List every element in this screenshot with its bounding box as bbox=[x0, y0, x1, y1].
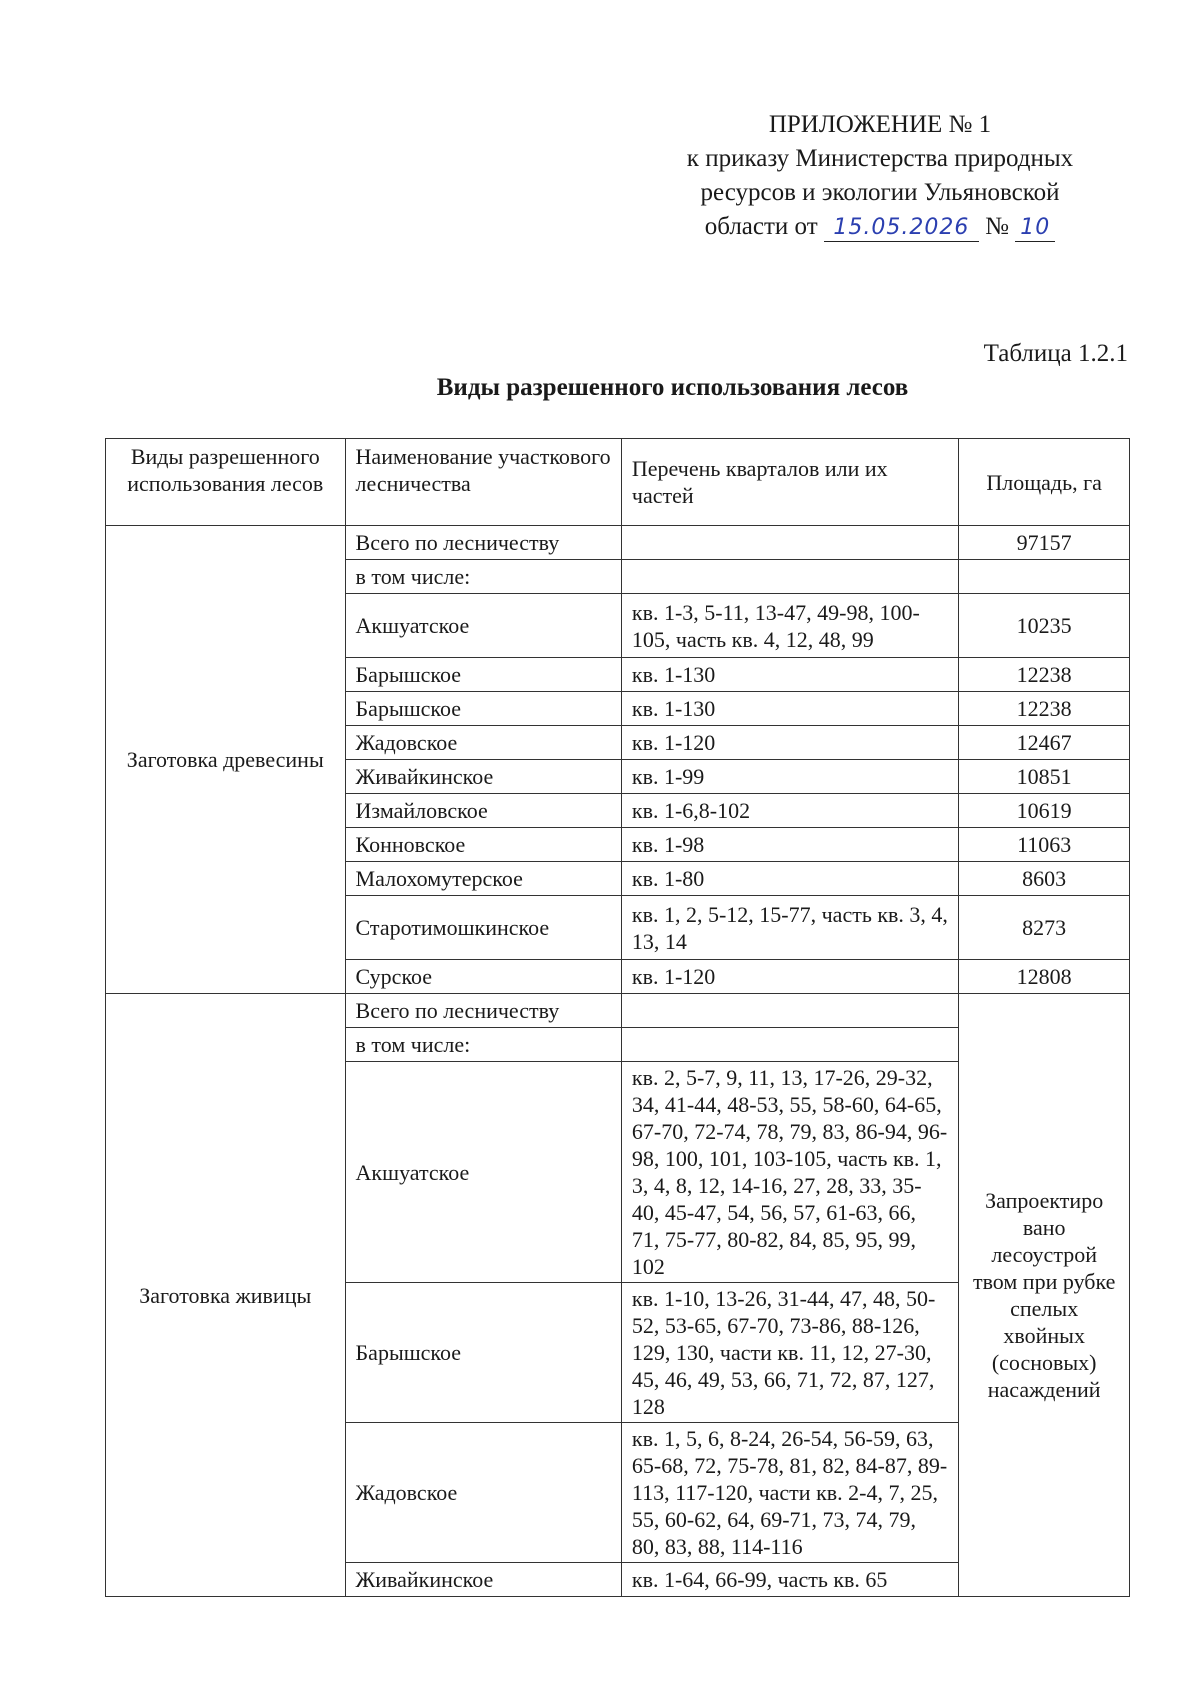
table-header-row bbox=[106, 439, 1130, 526]
row-name: Жадовское bbox=[345, 726, 621, 760]
row-area: 97157 bbox=[959, 526, 1130, 560]
row-name: Старотимошкинское bbox=[345, 896, 621, 960]
area-note: Запроектиро вано лесоустрой твом при рубке спелых хвойных (сосновых) насаждений bbox=[959, 994, 1130, 1597]
row-quarters: кв. 1-80 bbox=[621, 862, 958, 896]
row-quarters: кв. 1-99 bbox=[621, 760, 958, 794]
row-name: Конновское bbox=[345, 828, 621, 862]
row-name: Живайкинское bbox=[345, 760, 621, 794]
row-name: в том числе: bbox=[345, 1028, 621, 1062]
row-quarters: кв. 1-10, 13-26, 31-44, 47, 48, 50-52, 53-65, 67-70, 73-86, 88-126, 129, 130, части кв. 11, 12, 27-30, 45, 46, 49, 53, 66, 71, 72, 87, 127, 128 bbox=[621, 1283, 958, 1423]
row-name: Акшуатское bbox=[345, 594, 621, 658]
forest-use-table bbox=[105, 438, 1130, 1597]
group-type-timber: Заготовка древесины bbox=[106, 526, 346, 994]
row-name: Жадовское bbox=[345, 1423, 621, 1563]
header-type: Виды разрешенного использования лесов bbox=[106, 439, 346, 526]
row-quarters bbox=[621, 994, 958, 1028]
header-area: Площадь, га bbox=[959, 439, 1130, 526]
row-quarters bbox=[621, 560, 958, 594]
row-quarters: кв. 1-64, 66-99, часть кв. 65 bbox=[621, 1563, 958, 1597]
appendix-line-2: к приказу Министерства природных bbox=[686, 145, 1074, 172]
row-quarters: кв. 1-130 bbox=[621, 658, 958, 692]
row-area: 12238 bbox=[959, 692, 1130, 726]
row-area: 12238 bbox=[959, 658, 1130, 692]
row-name: в том числе: bbox=[345, 560, 621, 594]
row-quarters: кв. 1, 5, 6, 8-24, 26-54, 56-59, 63, 65-68, 72, 75-78, 81, 82, 84-87, 89-113, 117-120, части кв. 2-4, 7, 25, 55, 60-62, 64, 69-71, 73, 74, 79, 80, 83, 88, 114-116 bbox=[621, 1423, 958, 1563]
row-quarters: кв. 1-130 bbox=[621, 692, 958, 726]
document-title: Виды разрешенного использования лесов bbox=[436, 374, 909, 401]
row-quarters: кв. 1-120 bbox=[621, 960, 958, 994]
table-label: Таблица 1.2.1 bbox=[983, 340, 1128, 367]
header-quarters: Перечень кварталов или их частей bbox=[621, 439, 958, 526]
row-name: Измайловское bbox=[345, 794, 621, 828]
table-row bbox=[106, 526, 1130, 560]
row-quarters: кв. 1-3, 5-11, 13-47, 49-98, 100-105, часть кв. 4, 12, 48, 99 bbox=[621, 594, 958, 658]
row-quarters: кв. 1-98 bbox=[621, 828, 958, 862]
row-quarters bbox=[621, 1028, 958, 1062]
row-area: 10851 bbox=[959, 760, 1130, 794]
row-name: Всего по лесничеству bbox=[345, 526, 621, 560]
row-area: 12808 bbox=[959, 960, 1130, 994]
row-name: Барышское bbox=[345, 658, 621, 692]
header-forestry: Наименование участкового лесничества bbox=[345, 439, 621, 526]
row-name: Живайкинское bbox=[345, 1563, 621, 1597]
appendix-line-3: ресурсов и экологии Ульяновской bbox=[700, 179, 1060, 206]
row-name: Барышское bbox=[345, 1283, 621, 1423]
table-row bbox=[106, 994, 1130, 1028]
row-area: 11063 bbox=[959, 828, 1130, 862]
number-sign: № bbox=[985, 213, 1010, 240]
row-quarters: кв. 1, 2, 5-12, 15-77, часть кв. 3, 4, 13, 14 bbox=[621, 896, 958, 960]
group-type-resin: Заготовка живицы bbox=[106, 994, 346, 1597]
row-quarters: кв. 1-6,8-102 bbox=[621, 794, 958, 828]
row-area: 8273 bbox=[959, 896, 1130, 960]
row-name: Сурское bbox=[345, 960, 621, 994]
row-name: Всего по лесничеству bbox=[345, 994, 621, 1028]
appendix-date-prefix: области от bbox=[704, 213, 818, 240]
row-area: 12467 bbox=[959, 726, 1130, 760]
row-quarters bbox=[621, 526, 958, 560]
appendix-line-4 bbox=[640, 210, 1120, 244]
row-name: Барышское bbox=[345, 692, 621, 726]
row-area: 10235 bbox=[959, 594, 1130, 658]
handwritten-date: 15.05.2026 bbox=[824, 215, 979, 242]
row-name: Акшуатское bbox=[345, 1062, 621, 1283]
row-quarters: кв. 1-120 bbox=[621, 726, 958, 760]
row-area: 10619 bbox=[959, 794, 1130, 828]
row-area: 8603 bbox=[959, 862, 1130, 896]
appendix-header bbox=[640, 108, 1120, 244]
row-area bbox=[959, 560, 1130, 594]
appendix-title: ПРИЛОЖЕНИЕ № 1 bbox=[768, 111, 992, 138]
row-name: Малохомутерское bbox=[345, 862, 621, 896]
handwritten-order-number: 10 bbox=[1015, 215, 1055, 242]
row-quarters: кв. 2, 5-7, 9, 11, 13, 17-26, 29-32, 34, 41-44, 48-53, 55, 58-60, 64-65, 67-70, 72-74, 78, 79, 83, 86-94, 96-98, 100, 101, 103-105, часть кв. 1, 3, 4, 8, 12, 14-16, 27, 28, 33, 35-40, 45-47, 54, 56, 57, 61-63, 66, 71, 75-77, 80-82, 84, 85, 95, 99, 102 bbox=[621, 1062, 958, 1283]
